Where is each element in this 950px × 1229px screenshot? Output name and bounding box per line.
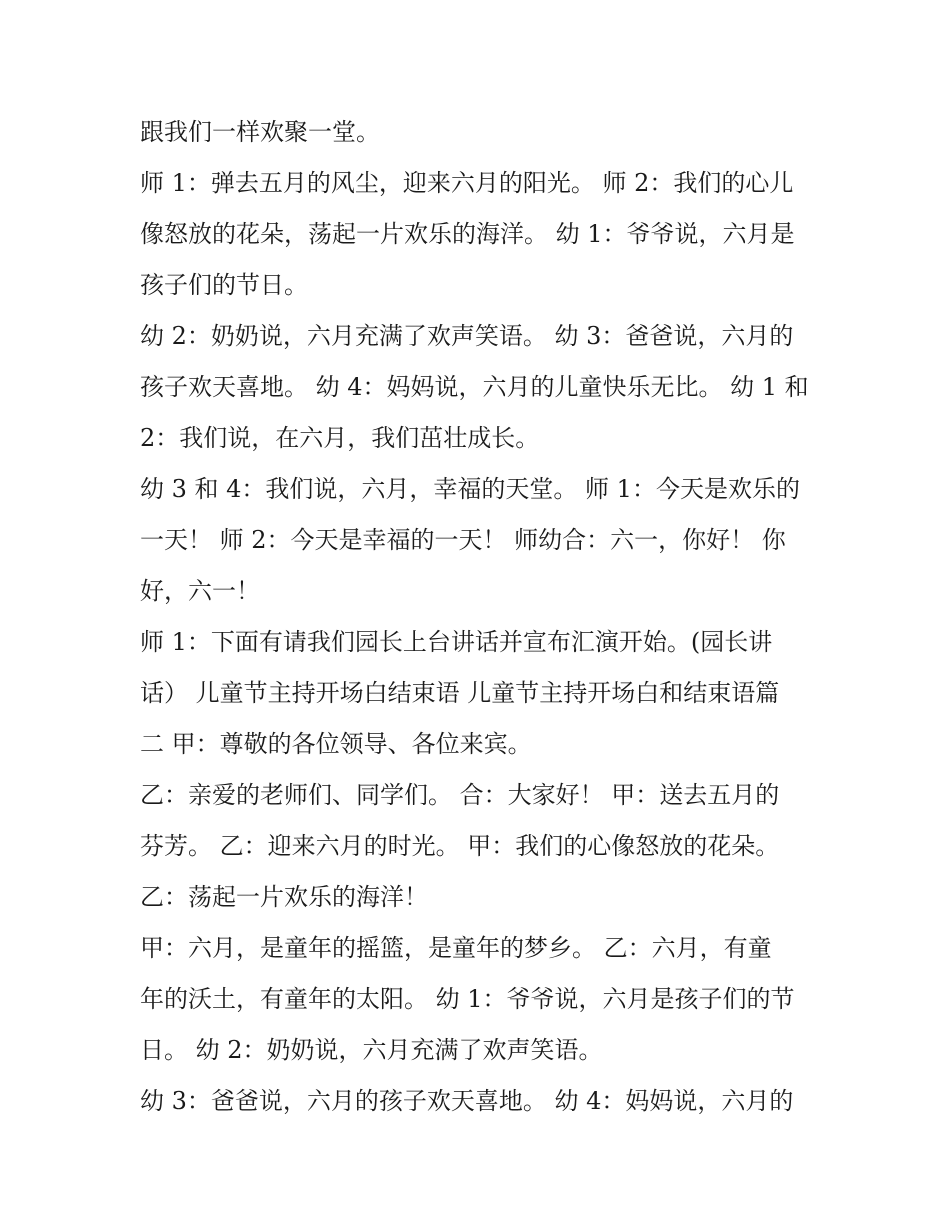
text-line: 年的沃土，有童年的太阳。 幼 1：爷爷说，六月是孩子们的节 xyxy=(140,985,795,1013)
text-line: 乙：荡起一片欢乐的海洋！ xyxy=(140,883,428,911)
text-line: 甲：六月，是童年的摇篮，是童年的梦乡。 乙：六月，有童 xyxy=(140,934,772,962)
text-line: 好，六一！ xyxy=(140,577,260,605)
text-line: 幼 3 和 4：我们说，六月，幸福的天堂。 师 1：今天是欢乐的 xyxy=(140,475,800,503)
text-line: 日。 幼 2：奶奶说，六月充满了欢声笑语。 xyxy=(140,1036,603,1064)
document-body xyxy=(140,107,820,1127)
text-line: 师 1：弹去五月的风尘，迎来六月的阳光。 师 2：我们的心儿 xyxy=(140,169,794,197)
text-line: 2：我们说，在六月，我们茁壮成长。 xyxy=(140,424,540,452)
text-line: 孩子欢天喜地。 幼 4：妈妈说，六月的儿童快乐无比。 幼 1 和 xyxy=(140,373,809,401)
text-line: 师 1：下面有请我们园长上台讲话并宣布汇演开始。(园长讲 xyxy=(140,628,773,656)
text-line: 话） 儿童节主持开场白结束语 儿童节主持开场白和结束语篇 xyxy=(140,679,780,707)
text-line: 幼 3：爸爸说，六月的孩子欢天喜地。 幼 4：妈妈说，六月的 xyxy=(140,1087,794,1115)
text-line: 跟我们一样欢聚一堂。 xyxy=(140,118,380,146)
text-line: 二 甲：尊敬的各位领导、各位来宾。 xyxy=(140,730,532,758)
text-line: 幼 2：奶奶说，六月充满了欢声笑语。 幼 3：爸爸说，六月的 xyxy=(140,322,794,350)
text-line: 孩子们的节日。 xyxy=(140,271,308,299)
text-line: 像怒放的花朵，荡起一片欢乐的海洋。 幼 1：爷爷说，六月是 xyxy=(140,220,795,248)
text-line: 乙：亲爱的老师们、同学们。 合：大家好！ 甲：送去五月的 xyxy=(140,781,780,809)
text-line: 一天！ 师 2：今天是幸福的一天！ 师幼合：六一，你好！ 你 xyxy=(140,526,786,554)
text-line: 芬芳。 乙：迎来六月的时光。 甲：我们的心像怒放的花朵。 xyxy=(140,832,780,860)
